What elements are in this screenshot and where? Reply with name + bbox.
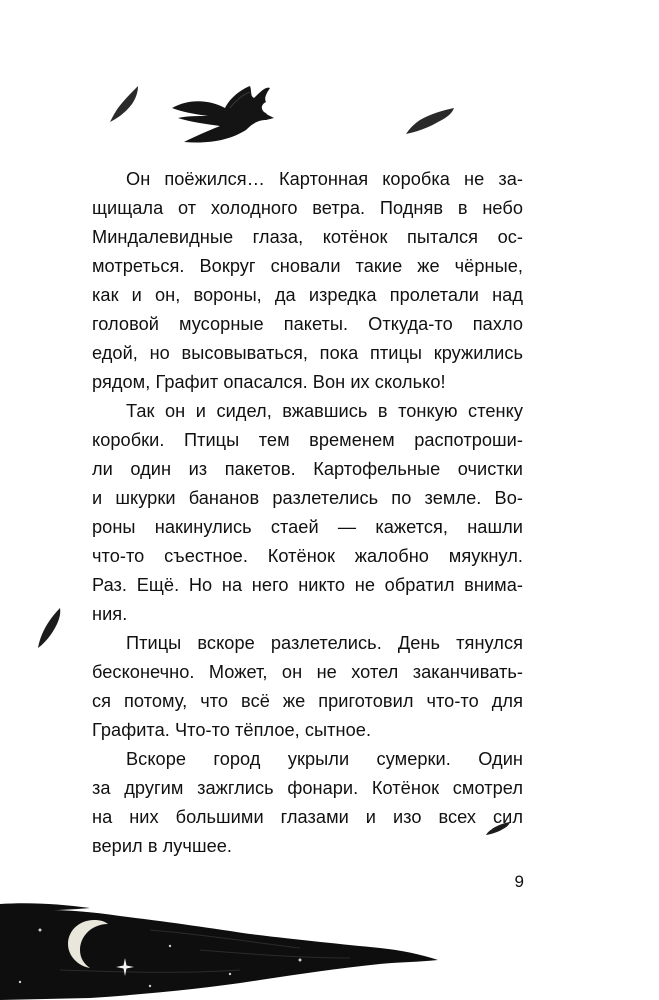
text-line: коробки. Птицы тем временем распотроши- <box>92 430 523 450</box>
text-line: ли один из пакетов. Картофельные очистки <box>92 459 523 479</box>
text-line: Он поёжился… Картонная коробка не за- <box>126 169 523 189</box>
text-line: рядом, Графит опасался. Вон их сколько! <box>92 372 446 392</box>
text-line: за другим зажглись фонари. Котёнок смотрел <box>92 778 523 798</box>
text-line: Так он и сидел, вжавшись в тонкую стенку <box>126 401 523 421</box>
text-line: Миндалевидные глаза, котёнок пытался ос- <box>92 227 523 247</box>
text-line: Вскоре город укрыли сумерки. Один <box>126 749 523 769</box>
text-line: мотреться. Вокруг сновали такие же чёрные, <box>92 256 523 276</box>
text-line: и шкурки бананов разлетелись по земле. Во- <box>92 488 523 508</box>
text-line: на них большими глазами и изо всех сил <box>92 807 523 827</box>
text-line: ся потому, что всё же приготовил что-то для <box>92 691 523 711</box>
star-icon <box>116 958 134 976</box>
feather-icon <box>36 606 64 650</box>
page-number: 9 <box>514 872 524 891</box>
text-line: бесконечно. Может, он не хотел заканчивать- <box>92 662 523 682</box>
text-line: головой мусорные пакеты. Откуда-то пахло <box>92 314 523 334</box>
text-line: ния. <box>92 604 128 624</box>
text-line: Графита. Что-то тёплое, сытное. <box>92 720 372 740</box>
text-line: едой, но высовываться, пока птицы кружились <box>92 343 523 363</box>
moon-icon <box>64 918 114 970</box>
text-line: Птицы вскоре разлетелись. День тянулся <box>126 633 523 653</box>
text-line: щищала от холодного ветра. Подняв в небо <box>92 198 523 218</box>
text-line: что-то съестное. Котёнок жалобно мяукнул. <box>92 546 523 566</box>
body-text <box>92 165 523 861</box>
text-line: верил в лучшее. <box>92 836 233 856</box>
crow-illustration <box>170 78 275 148</box>
text-line: Раз. Ещё. Но на него никто не обратил внима- <box>92 575 523 595</box>
text-line: как и он, вороны, да изредка пролетали над <box>92 285 523 305</box>
feather-icon <box>404 106 456 136</box>
feather-icon <box>108 84 142 124</box>
text-line: роны накинулись стаей — кажется, нашли <box>92 517 523 537</box>
